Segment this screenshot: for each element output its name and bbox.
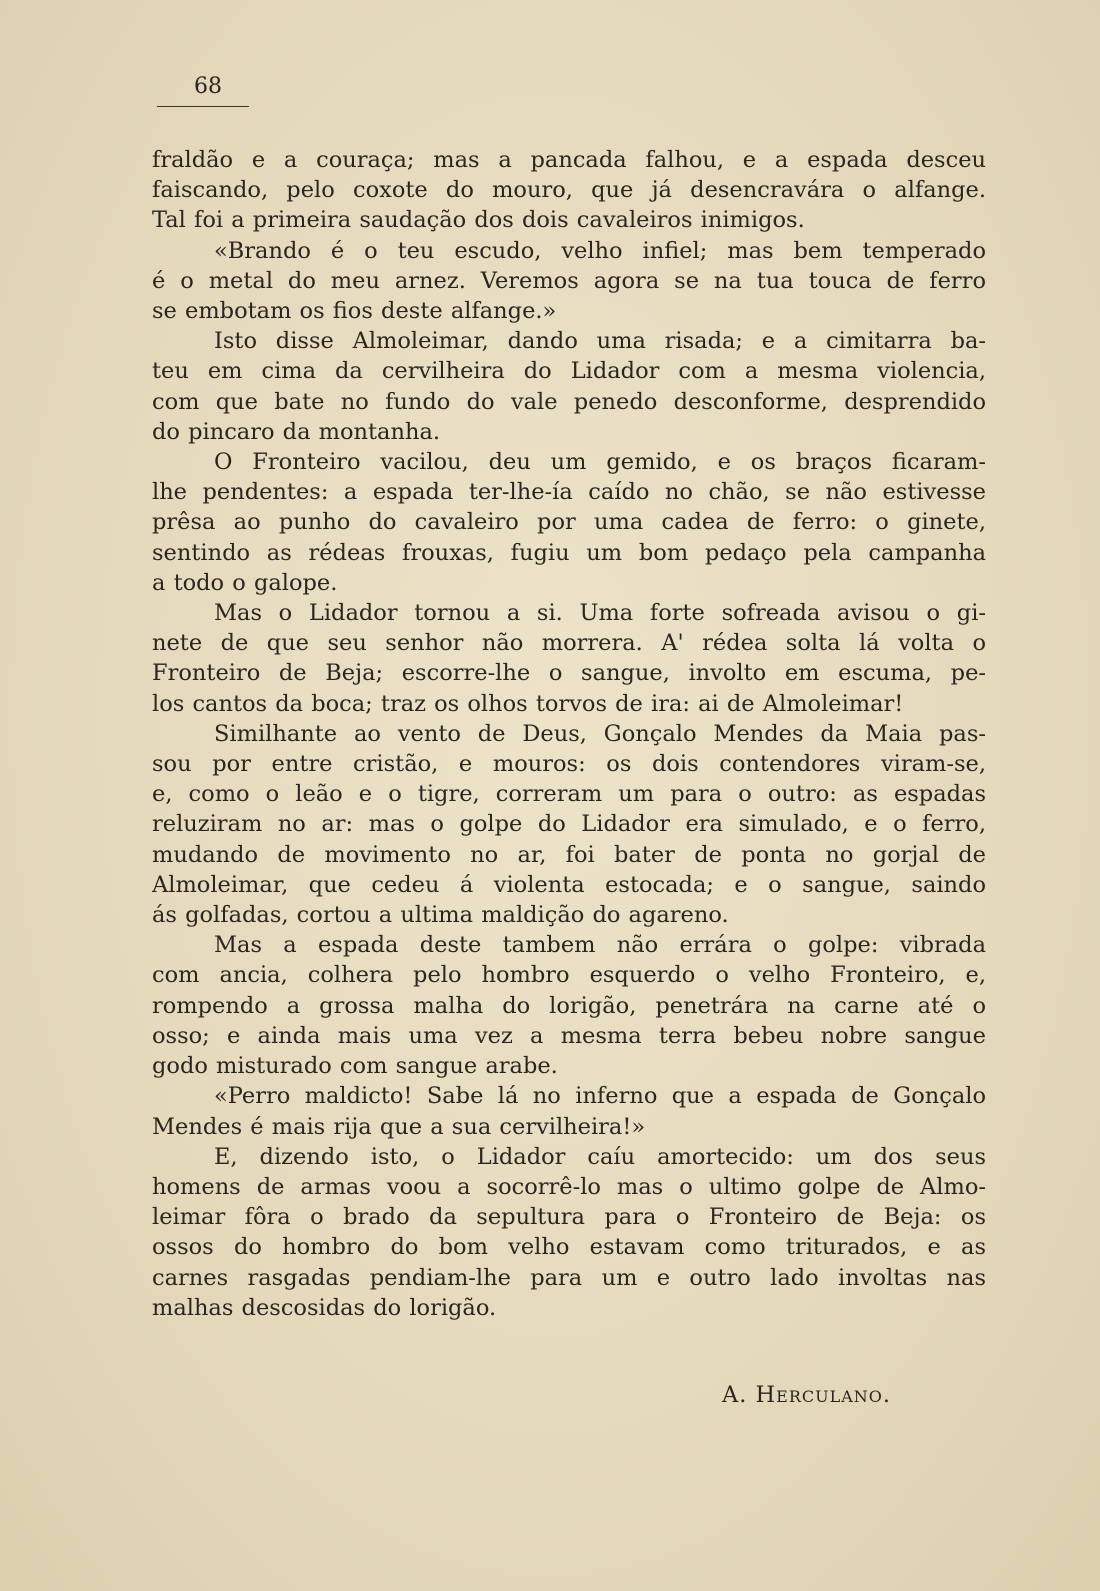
text-line: O Fronteiro vacilou, deu um gemido, e os braços ficaram- (214, 449, 986, 476)
text-line: Isto disse Almoleimar, dando uma risada; e a cimitarra ba- (214, 328, 986, 355)
text-line: e, como o leão e o tigre, correram um para o outro: as espadas (152, 781, 986, 808)
text-line: «Brando é o teu escudo, velho infiel; mas bem temperado (214, 237, 986, 264)
text-line: com ancia, colhera pelo hombro esquerdo o velho Fronteiro, e, (152, 962, 986, 989)
text-line: ossos do hombro do bom velho estavam como triturados, e as (152, 1234, 986, 1261)
text-line: lhe pendentes: a espada ter-lhe-ía caído no chão, se não estivesse (152, 479, 986, 506)
text-line: mudando de movimento no ar, foi bater de ponta no gorjal de (152, 841, 986, 868)
text-line: Tal foi a primeira saudação dos dois cavaleiros inimigos. (152, 207, 805, 234)
text-line: E, dizendo isto, o Lidador caíu amortecido: um dos seus (214, 1143, 986, 1170)
text-line: faiscando, pelo coxote do mouro, que já desencravára o alfange. (152, 177, 986, 204)
text-line: do pincaro da montanha. (152, 418, 441, 445)
text-line: sou por entre cristão, e mouros: os dois contendores viram-se, (152, 751, 986, 778)
text-line: carnes rasgadas pendiam-lhe para um e outro lado involtas nas (152, 1264, 986, 1291)
text-line: homens de armas voou a socorrê-lo mas o ultimo golpe de Almo- (152, 1173, 986, 1200)
text-line: los cantos da boca; traz os olhos torvos de ira: ai de Almoleimar! (152, 690, 904, 717)
text-line: ás golfadas, cortou a ultima maldição do agareno. (152, 902, 729, 929)
text-line: Mas o Lidador tornou a si. Uma forte sofreada avisou o gi- (214, 600, 986, 627)
body-text (152, 145, 986, 1323)
text-line: Mendes é mais rija que a sua cervilheira!» (152, 1113, 646, 1140)
text-line: godo misturado com sangue arabe. (152, 1053, 558, 1080)
page-number: 68 (194, 74, 222, 99)
text-line: osso; e ainda mais uma vez a mesma terra bebeu nobre sangue (152, 1022, 986, 1049)
author-signature: A. Herculano. (722, 1382, 892, 1408)
text-line: teu em cima da cervilheira do Lidador com a mesma violencia, (152, 358, 986, 385)
text-line: fraldão e a couraça; mas a pancada falhou, e a espada desceu (152, 147, 986, 173)
text-line: prêsa ao punho do cavaleiro por uma cadea de ferro: o ginete, (152, 509, 986, 536)
text-line: sentindo as rédeas frouxas, fugiu um bom pedaço pela campanha (152, 539, 986, 566)
text-line: Fronteiro de Beja; escorre-lhe o sangue, involto em escuma, pe- (152, 660, 986, 687)
text-line: nete de que seu senhor não morrera. A' rédea solta lá volta o (152, 630, 986, 657)
header-rule (157, 106, 249, 107)
text-line: «Perro maldicto! Sabe lá no inferno que a espada de Gonçalo (214, 1083, 986, 1110)
text-line: leimar fôra o brado da sepultura para o Fronteiro de Beja: os (152, 1204, 986, 1231)
text-line: Almoleimar, que cedeu á violenta estocada; e o sangue, saindo (152, 871, 986, 898)
text-line: Similhante ao vento de Deus, Gonçalo Mendes da Maia pas- (214, 720, 986, 747)
text-line: a todo o galope. (152, 569, 338, 596)
text-line: com que bate no fundo do vale penedo desconforme, desprendido (152, 388, 986, 415)
text-line: é o metal do meu arnez. Veremos agora se na tua touca de ferro (152, 267, 986, 294)
text-line: se embotam os fios deste alfange.» (152, 298, 557, 325)
text-line: malhas descosidas do lorigão. (152, 1294, 497, 1321)
text-line: reluziram no ar: mas o golpe do Lidador era simulado, e o ferro, (152, 811, 986, 838)
text-line: rompendo a grossa malha do lorigão, penetrára na carne até o (152, 992, 986, 1019)
text-line: Mas a espada deste tambem não errára o golpe: vibrada (214, 932, 986, 959)
